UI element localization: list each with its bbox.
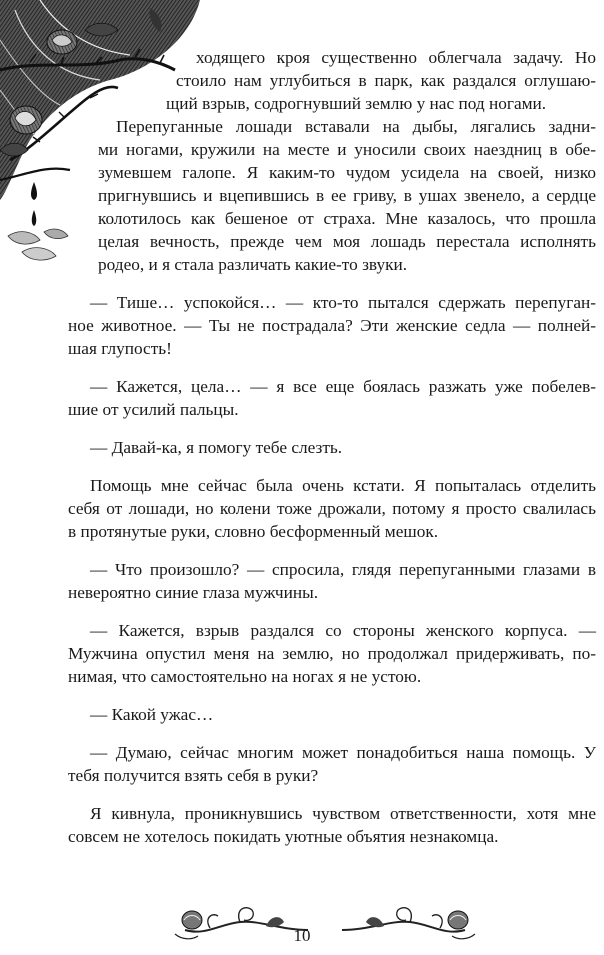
text-line: совсем не хотелось покидать уютные объятия незнакомца. [68,827,499,846]
text-line: — Думаю, сейчас многим может понадобиться наша помощь. У [90,743,596,762]
text-line: целая вечность, прежде чем моя лошадь перестала исполнять [98,232,596,251]
text-line: Помощь мне сейчас была очень кстати. Я попыталась отделить [90,476,596,495]
text-line: нимая, что самостоятельно на ногах я не устою. [68,667,422,686]
text-line: стоило нам углубиться в парк, как раздался оглушаю- [176,71,596,90]
text-line: ходящего кроя существенно облегчала задачу. Но [196,48,596,67]
text-line: — Давай-ка, я помогу тебе слезть. [90,438,343,457]
text-line: шие от усилий пальцы. [68,400,239,419]
text-line: тебя получится взять себя в руки? [68,766,319,785]
chapter-text [68,46,596,848]
text-line: невероятно синие глаза мужчины. [68,583,319,602]
text-line: Перепуганные лошади вставали на дыбы, лягались задни- [116,117,596,136]
text-line: — Что произошло? — спросила, глядя перепуганными глазами в [90,560,596,579]
text-line: — Какой ужас… [90,705,214,724]
text-line: колотилось как бешеное от страха. Мне казалось, что прошла [98,209,596,228]
text-line: — Кажется, взрыв раздался со стороны женского корпуса. — [90,621,596,640]
text-line: пригнувшись и вцепившись в ее гриву, в ушах звенело, а сердце [98,186,596,205]
text-line: ми ногами, кружили на месте и уносили своих наездниц в обе- [98,140,596,159]
text-line: Мужчина опустил меня на землю, но продолжал придерживать, по- [68,644,596,663]
text-line: в протянутые руки, словно бесформенный мешок. [68,522,439,541]
text-line: — Тише… успокойся… — кто-то пытался сдержать перепуган- [90,293,596,312]
text-line: ное животное. — Ты не пострадала? Эти женские седла — полней- [68,316,596,335]
text-line: зумевшем галопе. Я каким-то чудом усидела на своей, низко [98,163,596,182]
text-line: родео, и я стала различать какие-то звуки. [98,255,408,274]
text-line: — Кажется, цела… — я все еще боялась разжать уже побелев- [90,377,596,396]
text-line: щий взрыв, содрогнувший землю у нас под ногами. [166,94,547,113]
page-number: 10 [293,926,311,945]
text-line: Я кивнула, проникнувшись чувством ответственности, хотя мне [90,804,596,823]
text-line: шая глупость! [68,339,172,358]
text-line: себя от лошади, но колени тоже дрожали, потому я просто свалилась [68,499,596,518]
